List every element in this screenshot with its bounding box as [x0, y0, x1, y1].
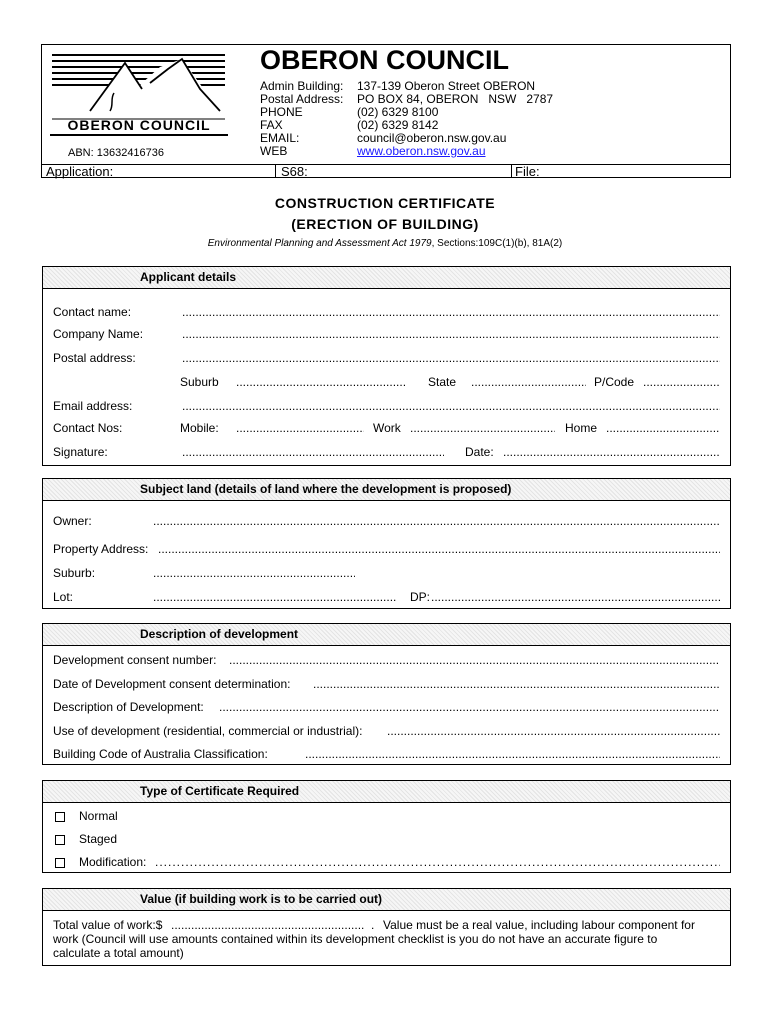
dev-use-row[interactable]	[53, 723, 720, 739]
owner-row[interactable]	[53, 513, 720, 529]
bca-row[interactable]	[53, 746, 720, 762]
dp-input[interactable]	[431, 589, 720, 605]
postal-address-label: Postal address:	[53, 351, 136, 365]
email-address-label: Email address:	[53, 399, 133, 413]
bca-label: Building Code of Australia Classification:	[53, 747, 268, 761]
signature-row[interactable]	[53, 444, 720, 460]
modification-input[interactable]	[155, 854, 720, 870]
mobile-input[interactable]	[236, 420, 364, 436]
property-address-label: Property Address:	[53, 542, 149, 556]
value-section	[42, 888, 731, 966]
application-label: Application:	[46, 164, 114, 179]
s68-field[interactable]	[275, 164, 512, 178]
option-normal[interactable]	[53, 808, 720, 824]
total-value-label: Total value of work:$	[53, 918, 163, 932]
form-subtitle: (ERECTION OF BUILDING)	[291, 216, 479, 232]
consent-date-row[interactable]	[53, 676, 720, 692]
pcode-input[interactable]	[643, 374, 720, 390]
applicant-details-header	[43, 267, 730, 289]
fax-label: FAX	[260, 118, 283, 132]
development-header	[43, 624, 730, 646]
certificate-type-heading: Type of Certificate Required	[140, 784, 300, 798]
state-label: State	[428, 375, 457, 389]
admin-label: Admin Building:	[260, 79, 344, 93]
work-input[interactable]	[410, 420, 555, 436]
act-reference	[0, 238, 770, 249]
value-header	[43, 889, 730, 911]
normal-label: Normal	[79, 809, 118, 823]
consent-number-input[interactable]	[229, 652, 720, 668]
lot-dp-row[interactable]	[53, 589, 720, 605]
email-row[interactable]	[53, 398, 720, 414]
home-label: Home	[565, 421, 598, 435]
value-note-row-3	[53, 946, 720, 960]
suburb-label: Suburb	[180, 375, 219, 389]
logo-text: OBERON COUNCIL	[50, 117, 228, 136]
postal-address-row[interactable]	[53, 350, 720, 366]
value-note-1: Value must be a real value, including labour component for	[383, 918, 695, 932]
date-label: Date:	[465, 445, 494, 459]
contact-nos-row[interactable]	[53, 420, 720, 436]
state-input[interactable]	[471, 374, 586, 390]
certificate-type-section	[42, 780, 731, 873]
application-field[interactable]	[42, 164, 276, 178]
fax-value: (02) 6329 8142	[357, 118, 439, 132]
modification-checkbox[interactable]	[55, 858, 65, 868]
dp-label: DP:	[410, 590, 431, 604]
property-address-input[interactable]	[158, 541, 720, 557]
file-field[interactable]	[511, 164, 730, 178]
value-note-row-2	[53, 932, 720, 946]
development-section	[42, 623, 731, 765]
dev-use-input[interactable]	[387, 723, 720, 739]
dev-description-input[interactable]	[219, 699, 720, 715]
owner-input[interactable]	[153, 513, 720, 529]
form-title: CONSTRUCTION CERTIFICATE	[274, 195, 496, 211]
letterhead	[41, 44, 731, 178]
web-label: WEB	[260, 144, 288, 158]
land-suburb-row[interactable]	[53, 565, 720, 581]
signature-input[interactable]	[182, 444, 444, 460]
subject-land-heading: Subject land (details of land where the development is proposed)	[140, 482, 512, 496]
applicant-heading: Applicant details	[140, 270, 237, 284]
dev-use-label: Use of development (residential, commercial or industrial):	[53, 724, 363, 738]
subject-land-section	[42, 478, 731, 609]
land-suburb-input[interactable]	[153, 565, 355, 581]
phone-value: (02) 6329 8100	[357, 105, 439, 119]
applicant-details-section	[42, 266, 731, 466]
act-sections: , Sections:109C(1)(b), 81A(2)	[431, 238, 563, 249]
total-value-input[interactable]	[171, 918, 365, 932]
contact-name-label: Contact name:	[53, 305, 132, 319]
contact-name-row[interactable]	[53, 304, 720, 320]
consent-date-label: Date of Development consent determination:	[53, 677, 291, 691]
suburb-input[interactable]	[236, 374, 406, 390]
council-title: OBERON COUNCIL	[260, 45, 509, 75]
consent-number-label: Development consent number:	[53, 653, 217, 667]
signature-label: Signature:	[53, 445, 108, 459]
value-heading: Value (if building work is to be carried out)	[140, 892, 383, 906]
admin-value: 137-139 Oberon Street OBERON	[357, 79, 536, 93]
value-note-3: calculate a total amount)	[53, 946, 184, 960]
normal-checkbox[interactable]	[55, 812, 65, 822]
staged-label: Staged	[79, 832, 118, 846]
lot-label: Lot:	[53, 590, 74, 604]
dev-description-row[interactable]	[53, 699, 720, 715]
company-name-row[interactable]	[53, 326, 720, 342]
certificate-type-header	[43, 781, 730, 803]
phone-label: PHONE	[260, 105, 303, 119]
date-input[interactable]	[503, 444, 720, 460]
bca-input[interactable]	[305, 746, 720, 762]
file-label: File:	[515, 164, 540, 179]
abn: ABN: 13632416736	[68, 147, 165, 159]
option-staged[interactable]	[53, 831, 720, 847]
value-note-2: work (Council will use amounts contained within its development checklist is you do not have an accurate figure to	[53, 932, 658, 946]
consent-number-row[interactable]	[53, 652, 720, 668]
company-name-input[interactable]	[182, 326, 720, 342]
s68-label: S68:	[281, 164, 308, 179]
suburb-state-row[interactable]	[53, 374, 720, 390]
contact-nos-label: Contact Nos:	[53, 421, 123, 435]
email-label: EMAIL:	[260, 131, 300, 145]
email-address-input[interactable]	[182, 398, 720, 414]
consent-date-input[interactable]	[313, 676, 720, 692]
postal-label: Postal Address:	[260, 92, 344, 106]
mobile-label: Mobile:	[180, 421, 219, 435]
subject-land-header	[43, 479, 730, 501]
contact-name-input[interactable]	[182, 304, 720, 320]
postal-value: PO BOX 84, OBERON NSW 2787	[357, 92, 554, 106]
email-value: council@oberon.nsw.gov.au	[357, 131, 507, 145]
modification-label: Modification:	[79, 855, 147, 869]
work-label: Work	[373, 421, 401, 435]
company-name-label: Company Name:	[53, 327, 144, 341]
home-input[interactable]	[606, 420, 720, 436]
owner-label: Owner:	[53, 514, 92, 528]
web-link[interactable]: www.oberon.nsw.gov.au	[357, 144, 486, 158]
land-suburb-label: Suburb:	[53, 566, 96, 580]
staged-checkbox[interactable]	[55, 835, 65, 845]
property-address-row[interactable]	[53, 541, 720, 557]
total-value-row[interactable]: Total value of work:$ ..... . Value must be a real value, including labour component for	[53, 918, 720, 932]
postal-address-input[interactable]	[182, 350, 720, 366]
lot-input[interactable]	[153, 589, 396, 605]
pcode-label: P/Code	[594, 375, 635, 389]
option-modification[interactable]	[53, 854, 720, 870]
act-name: Environmental Planning and Assessment Act 1979	[207, 238, 432, 249]
development-heading: Description of development	[140, 627, 299, 641]
dev-description-label: Description of Development:	[53, 700, 204, 714]
